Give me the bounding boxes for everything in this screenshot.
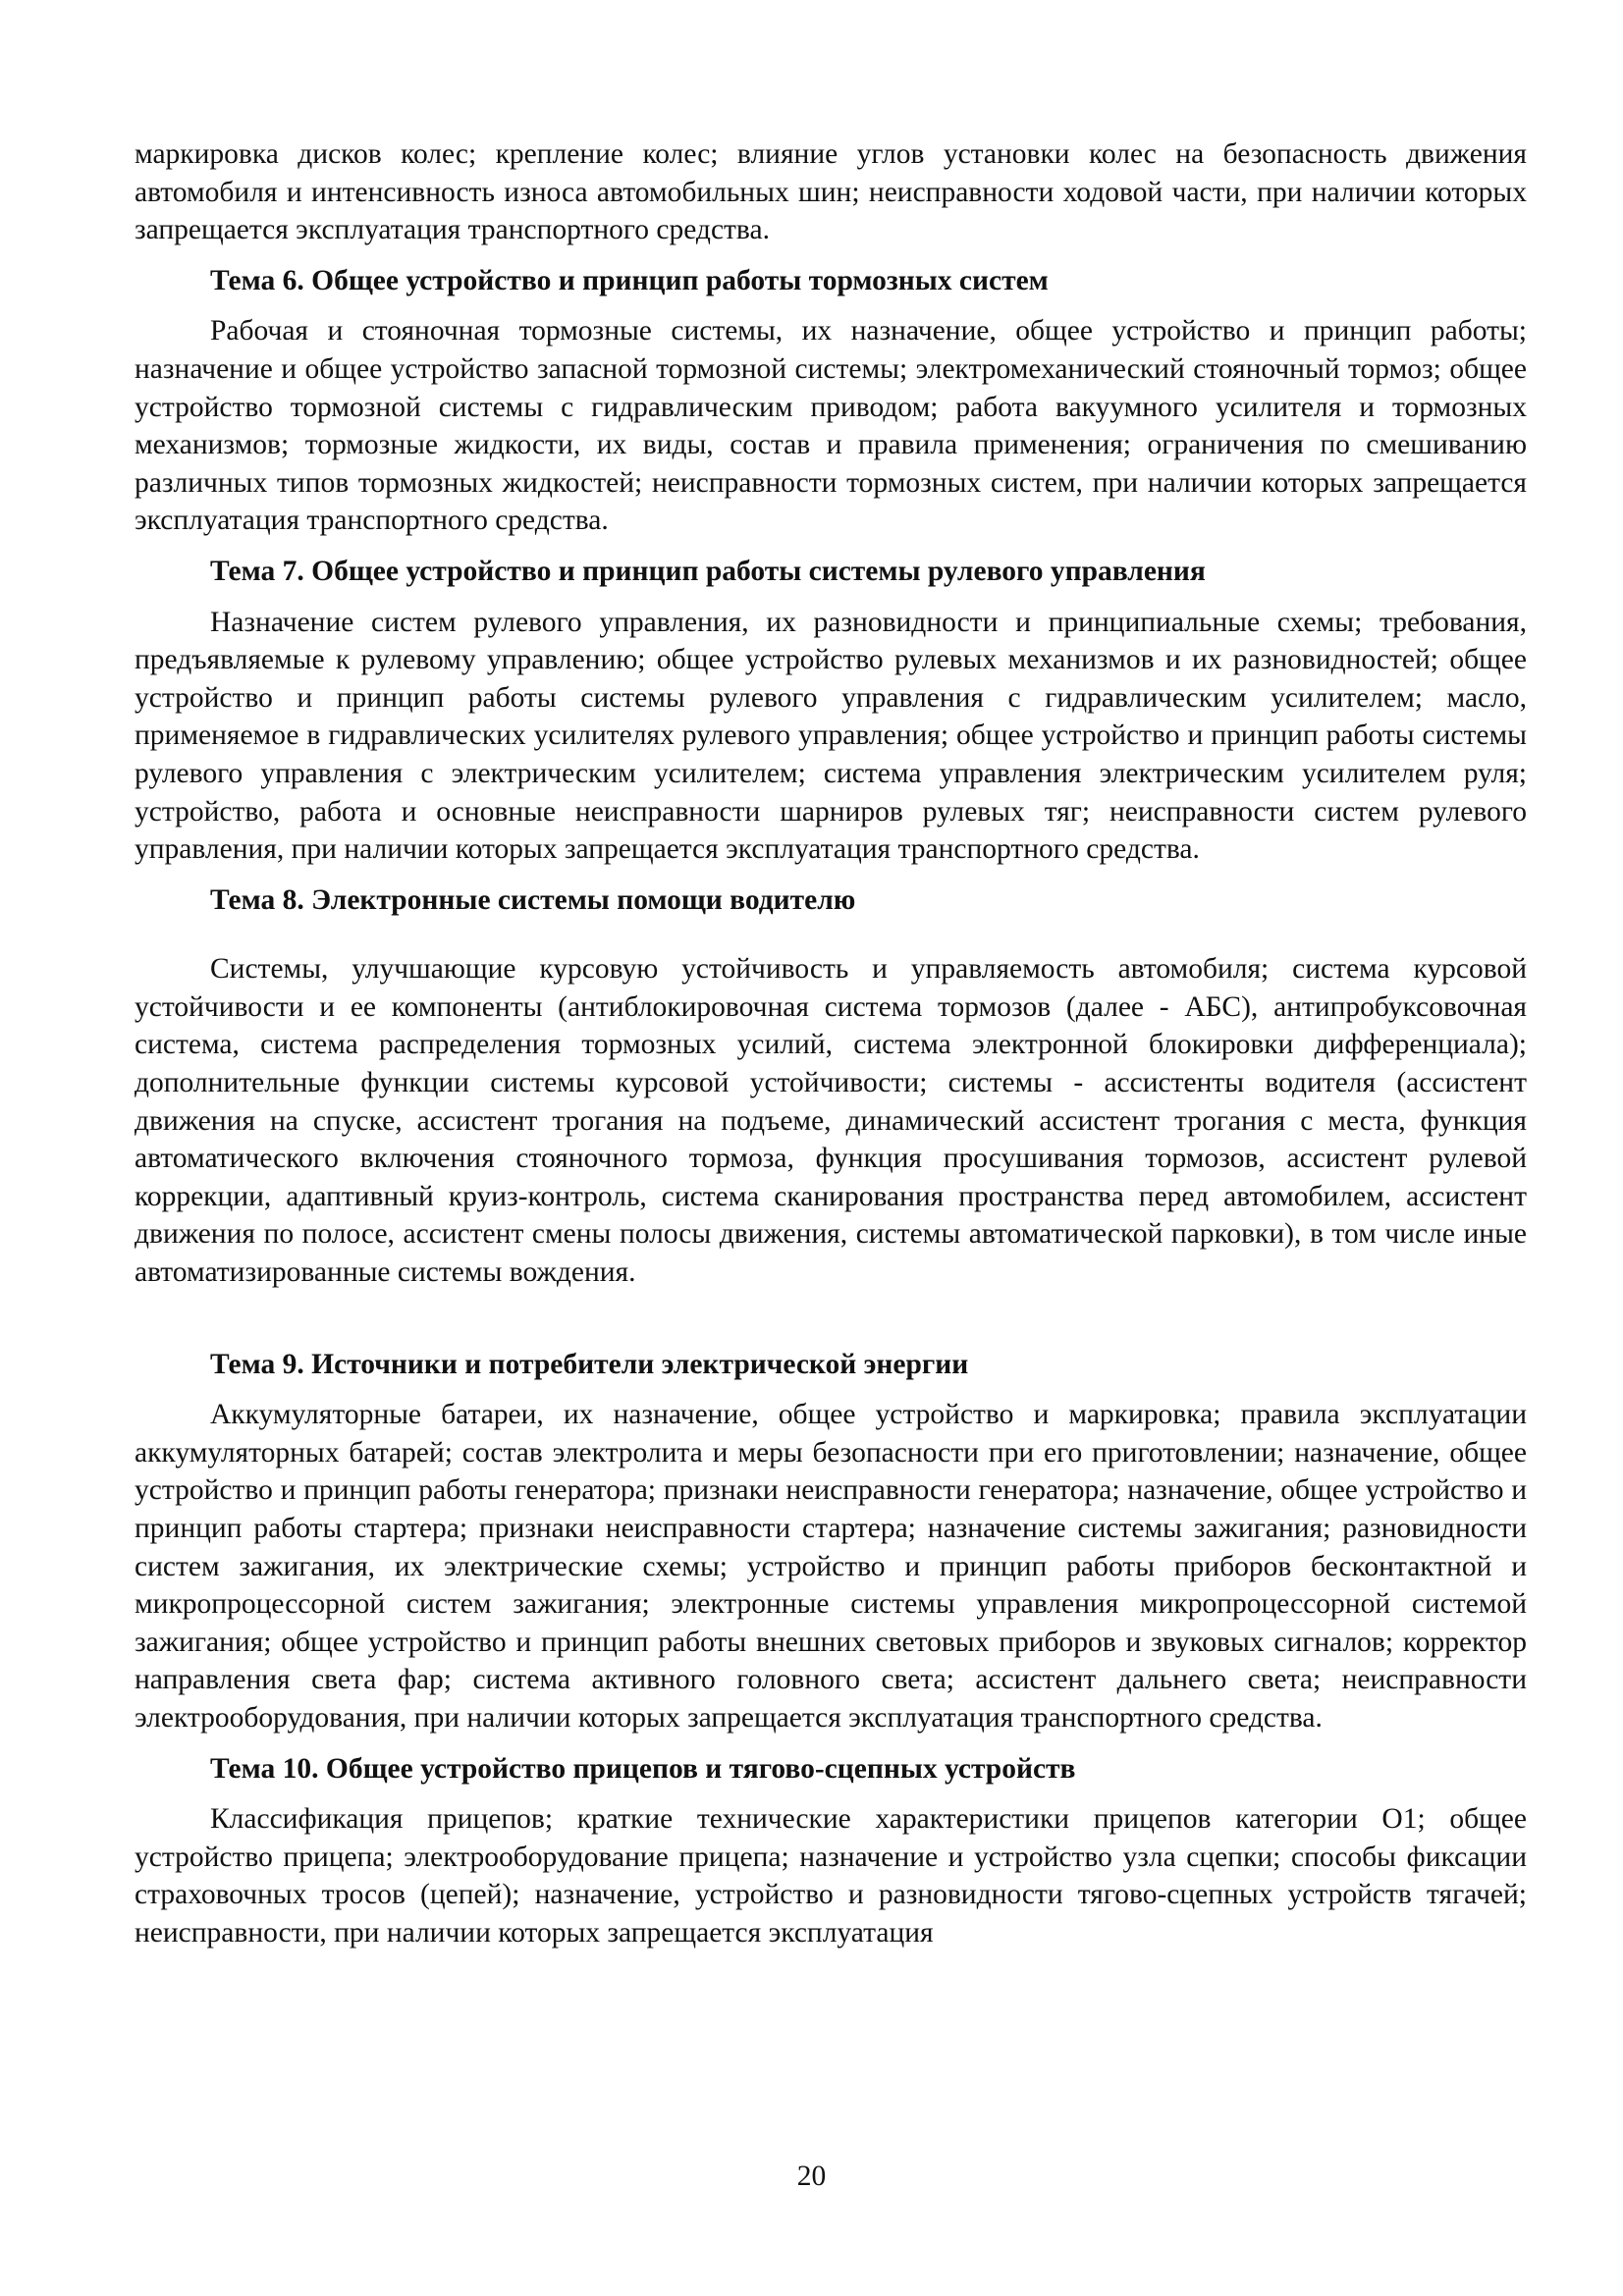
section-heading-9: Тема 9. Источники и потребители электрической энергии xyxy=(210,1348,969,1380)
section-heading-7: Тема 7. Общее устройство и принцип работы системы рулевого управления xyxy=(210,555,1206,587)
page-number: 20 xyxy=(796,2161,827,2192)
section-heading-8: Тема 8. Электронные системы помощи водителю xyxy=(210,883,856,916)
section-body-10: Классификация прицепов; краткие технические характеристики прицепов категории О1; общее устройство прицепа; электрооборудование прицепа; назначение и устройство узла сцепки; способы фиксации страховочных тросов (цепей); назначение, устройство и разновидности тягово-сцепных устройств тягачей; неисправности, при наличии которых запрещается эксплуатация xyxy=(135,1803,1527,1949)
section-body-9: Аккумуляторные батареи, их назначение, общее устройство и маркировка; правила эксплуатации аккумуляторных батарей; состав электролита и меры безопасности при его приготовлении; назначение, общее устройство и принцип работы генератора; признаки неисправности генератора; назначение, общее устройство и принцип работы стартера; признаки неисправности стартера; назначение системы зажигания; разновидности систем зажигания, их электрические схемы; устройство и принцип работы приборов бесконтактной и микропроцессорной систем зажигания; электронные системы управления микропроцессорной системой зажигания; общее устройство и принцип работы внешних световых приборов и звуковых сигналов; корректор направления света фар; система активного головного света; ассистент дальнего света; неисправности электрооборудования, при наличии которых запрещается эксплуатация транспортного средства. xyxy=(135,1399,1527,1734)
section-body-8: Системы, улучшающие курсовую устойчивость и управляемость автомобиля; система курсовой устойчивости и ее компоненты (антиблокировочная система тормозов (далее - АБС), антипробуксовочная система, система распределения тормозных усилий, система электронной блокировки дифференциала); дополнительные функции системы курсовой устойчивости; системы - ассистенты водителя (ассистент движения на спуске, ассистент трогания на подъеме, динамический ассистент трогания с места, функция автоматического включения стояночного тормоза, функция просушивания тормозов, ассистент рулевой коррекции, адаптивный круиз-контроль, система сканирования пространства перед автомобилем, ассистент движения по полосе, ассистент смены полосы движения, системы автоматической парковки), в том числе иные автоматизированные системы вождения. xyxy=(135,953,1527,1289)
section-heading-10: Тема 10. Общее устройство прицепов и тягово-сцепных устройств xyxy=(210,1752,1076,1785)
section-body-6: Рабочая и стояночная тормозные системы, их назначение, общее устройство и принцип работы; назначение и общее устройство запасной тормозной системы; электромеханический стояночный тормоз; общее устройство тормозной системы с гидравлическим приводом; работа вакуумного усилителя и тормозных механизмов; тормозные жидкости, их виды, состав и правила применения; ограничения по смешиванию различных типов тормозных жидкостей; неисправности тормозных систем, при наличии которых запрещается эксплуатация транспортного средства. xyxy=(135,315,1527,537)
section-heading-6: Тема 6. Общее устройство и принцип работы тормозных систем xyxy=(210,264,1049,296)
intro-continuation-paragraph: маркировка дисков колес; крепление колес; влияние углов установки колес на безопасность движения автомобиля и интенсивность износа автомобильных шин; неисправности ходовой части, при наличии которых запрещается эксплуатация транспортного средства. xyxy=(135,138,1527,246)
document-page xyxy=(135,135,1527,1952)
section-body-7: Назначение систем рулевого управления, их разновидности и принципиальные схемы; требования, предъявляемые к рулевому управлению; общее устройство рулевых механизмов и их разновидностей; общее устройство и принцип работы системы рулевого управления с гидравлическим усилителем; масло, применяемое в гидравлических усилителях рулевого управления; общее устройство и принцип работы системы рулевого управления с электрическим усилителем; система управления электрическим усилителем руля; устройство, работа и основные неисправности шарниров рулевых тяг; неисправности систем рулевого управления, при наличии которых запрещается эксплуатация транспортного средства. xyxy=(135,606,1527,866)
